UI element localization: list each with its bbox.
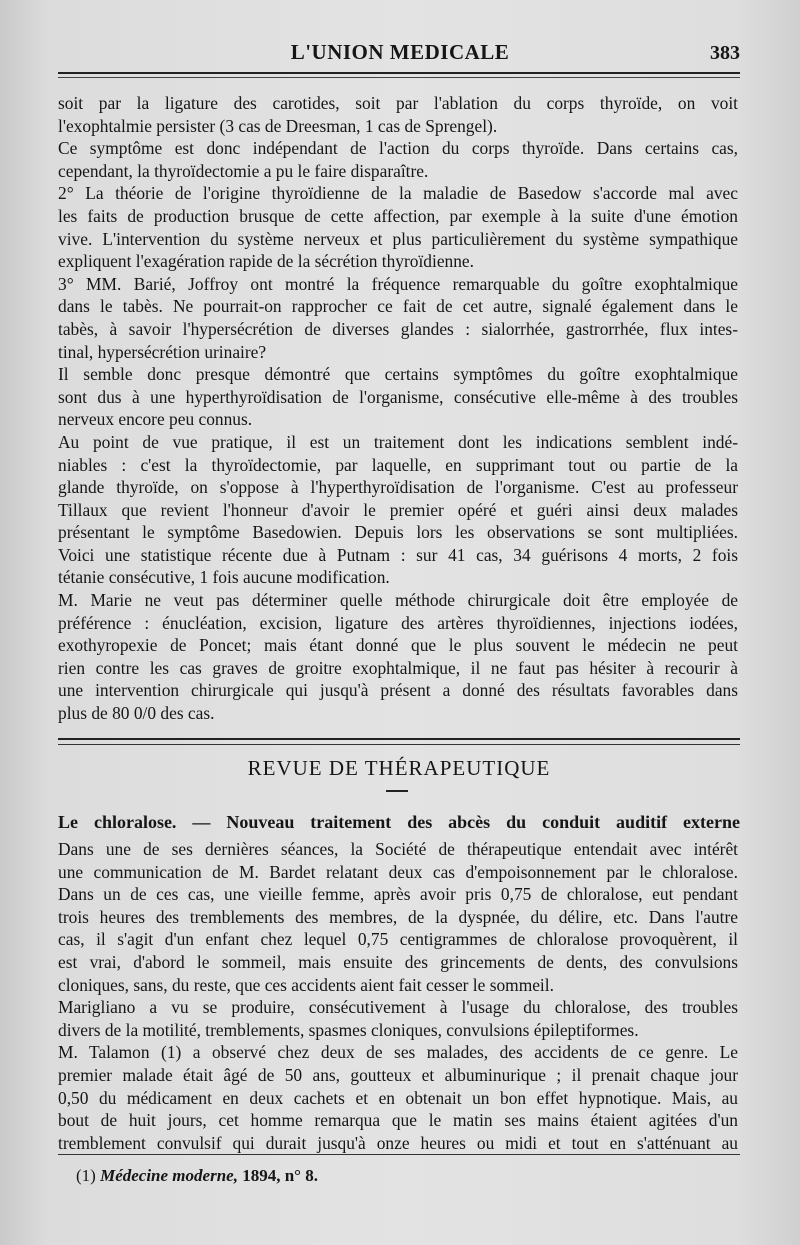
text-line: vive. L'intervention du système nerveux et plus particulièrement du système sympathique (58, 228, 738, 249)
text-line: trois heures des tremblements des membres, de la dyspnée, du délire, etc. Dans l'autre (58, 906, 738, 927)
text-line: Marigliano a vu se produire, consécutivement à l'usage du chloralose, des troubles (58, 997, 738, 1018)
text-line: M. Talamon (1) a observé chez deux de ses malades, des accidents de ce genre. Le (58, 1042, 738, 1063)
text-line: tétanie consécutive, 1 fois aucune modification. (58, 567, 390, 588)
text-line: préférence : énucléation, excision, ligature des artères thyroïdiennes, injections iodées, (58, 612, 738, 633)
title-dash (386, 790, 408, 792)
text-line: glande thyroïde, on s'oppose à l'hyperthyroïdisation de l'organisme. C'est au professeur (58, 477, 738, 498)
text-line: est vrai, d'abord le sommeil, mais ensuite des grincements de dents, des convulsions (58, 951, 738, 972)
section-title: REVUE DE THÉRAPEUTIQUE (247, 756, 551, 780)
text-line: cependant, la thyroïdectomie a pu le faire disparaître. (58, 160, 429, 181)
text-line: tremblement convulsif qui durait jusqu'à onze heures ou midi et tout en s'atténuant au (58, 1132, 738, 1153)
text-line: nerveux encore peu connus. (58, 409, 253, 430)
text-line: premier malade était âgé de 50 ans, goutteux et albuminurique ; il prenait chaque jour (58, 1064, 738, 1085)
text-line: présentant le symptôme Basedowien. Depuis lors les observations se sont multipliées. (58, 522, 738, 543)
footnote (76, 1166, 318, 1186)
running-title: L'UNION MEDICALE (290, 40, 510, 64)
text-line: Au point de vue pratique, il est un traitement dont les indications semblent indé- (58, 431, 738, 452)
text-line: M. Marie ne veut pas déterminer quelle méthode chirurgicale doit être employée de (58, 590, 738, 611)
text-line: Dans un de ces cas, une vieille femme, après avoir pris 0,75 de chloralose, eut pendant (58, 884, 738, 905)
text-line: soit par la ligature des carotides, soit par l'ablation du corps thyroïde, on voit (58, 93, 738, 113)
text-line: rien contre les cas graves de groitre exophtalmique, il ne faut pas hésiter à recourir à (58, 657, 738, 678)
article-heading: Le chloralose. — Nouveau traitement des abcès du conduit auditif externe (58, 812, 740, 832)
section-divider (58, 738, 740, 745)
divider-rule-thin (58, 744, 740, 745)
text-line: Il semble donc presque démontré que certains symptômes du goître exophtalmique (58, 364, 738, 385)
footnote-details: 1894, n° 8. (242, 1166, 318, 1185)
text-line: exothyropexie de Poncet; mais étant donné que le plus souvent le médecin ne peut (58, 635, 738, 656)
article-text (58, 838, 738, 1154)
text-line: une communication de M. Bardet relatant deux cas d'empoisonnement par le chloralose. (58, 861, 738, 882)
text-line: sont dus à une hyperthyroïdisation de l'organisme, consécutive elle-même à des troubles (58, 386, 738, 407)
text-line: les faits de production brusque de cette affection, par exemple à la suite d'une émotion (58, 205, 738, 226)
text-line: l'exophtalmie persister (3 cas de Dreesman, 1 cas de Sprengel). (58, 115, 498, 136)
footnote-rule (58, 1154, 740, 1155)
text-line: Dans une de ses dernières séances, la Société de thérapeutique entendait avec intérêt (58, 839, 738, 859)
text-line: 2° La théorie de l'origine thyroïdienne de la maladie de Basedow s'accorde mal avec (58, 183, 738, 204)
text-line: dans le tabès. Ne pourrait-on rapprocher ce fait de cet autre, signalé également dans le (58, 296, 738, 317)
text-line: cas, il s'agit d'un enfant chez lequel 0,75 centigrammes de chloralose provoquèrent, il (58, 929, 738, 950)
footnote-source: Médecine moderne, (100, 1166, 238, 1185)
footnote-mark: (1) (76, 1166, 96, 1185)
text-line: expliquent l'exagération rapide de la sécrétion thyroïdienne. (58, 251, 474, 272)
text-line: Ce symptôme est donc indépendant de l'action du corps thyroïde. Dans certains cas, (58, 138, 738, 159)
page-number: 383 (710, 42, 740, 64)
divider-rule (58, 738, 740, 740)
text-line: tinal, hypersécrétion urinaire? (58, 341, 267, 362)
text-line: plus de 80 0/0 des cas. (58, 703, 215, 724)
header-rule-thin (58, 77, 740, 78)
text-line: une intervention chirurgicale qui jusqu'à présent a donné des résultats favorables dans (58, 680, 738, 701)
header-rule (58, 72, 740, 74)
text-line: Voici une statistique récente due à Putnam : sur 41 cas, 34 guérisons 4 morts, 2 fois (58, 544, 738, 565)
text-line: Tillaux que revient l'honneur d'avoir le premier opéré et guéri ainsi deux malades (58, 499, 738, 520)
text-line: divers de la motilité, tremblements, spasmes cloniques, convulsions épileptiformes. (58, 1019, 639, 1040)
text-line: niables : c'est la thyroïdectomie, par laquelle, en supprimant tout ou partie de la (58, 454, 738, 475)
text-line: tabès, à savoir l'hypersécrétion de diverses glandes : sialorrhée, gastrorrhée, flux intes- (58, 318, 738, 339)
text-line: cloniques, sans, du reste, que ces accidents aient fait cesser le sommeil. (58, 974, 554, 995)
body-text (58, 92, 738, 725)
text-line: 0,50 du médicament en deux cachets et en obtenait un bon effet hypnotique. Mais, au (58, 1087, 738, 1108)
page-header (60, 40, 740, 70)
text-line: bout de huit jours, cet homme remarqua que le matin ses mains étaient agitées d'un (58, 1110, 738, 1131)
text-line: 3° MM. Barié, Joffroy ont montré la fréquence remarquable du goître exophtalmique (58, 273, 738, 294)
